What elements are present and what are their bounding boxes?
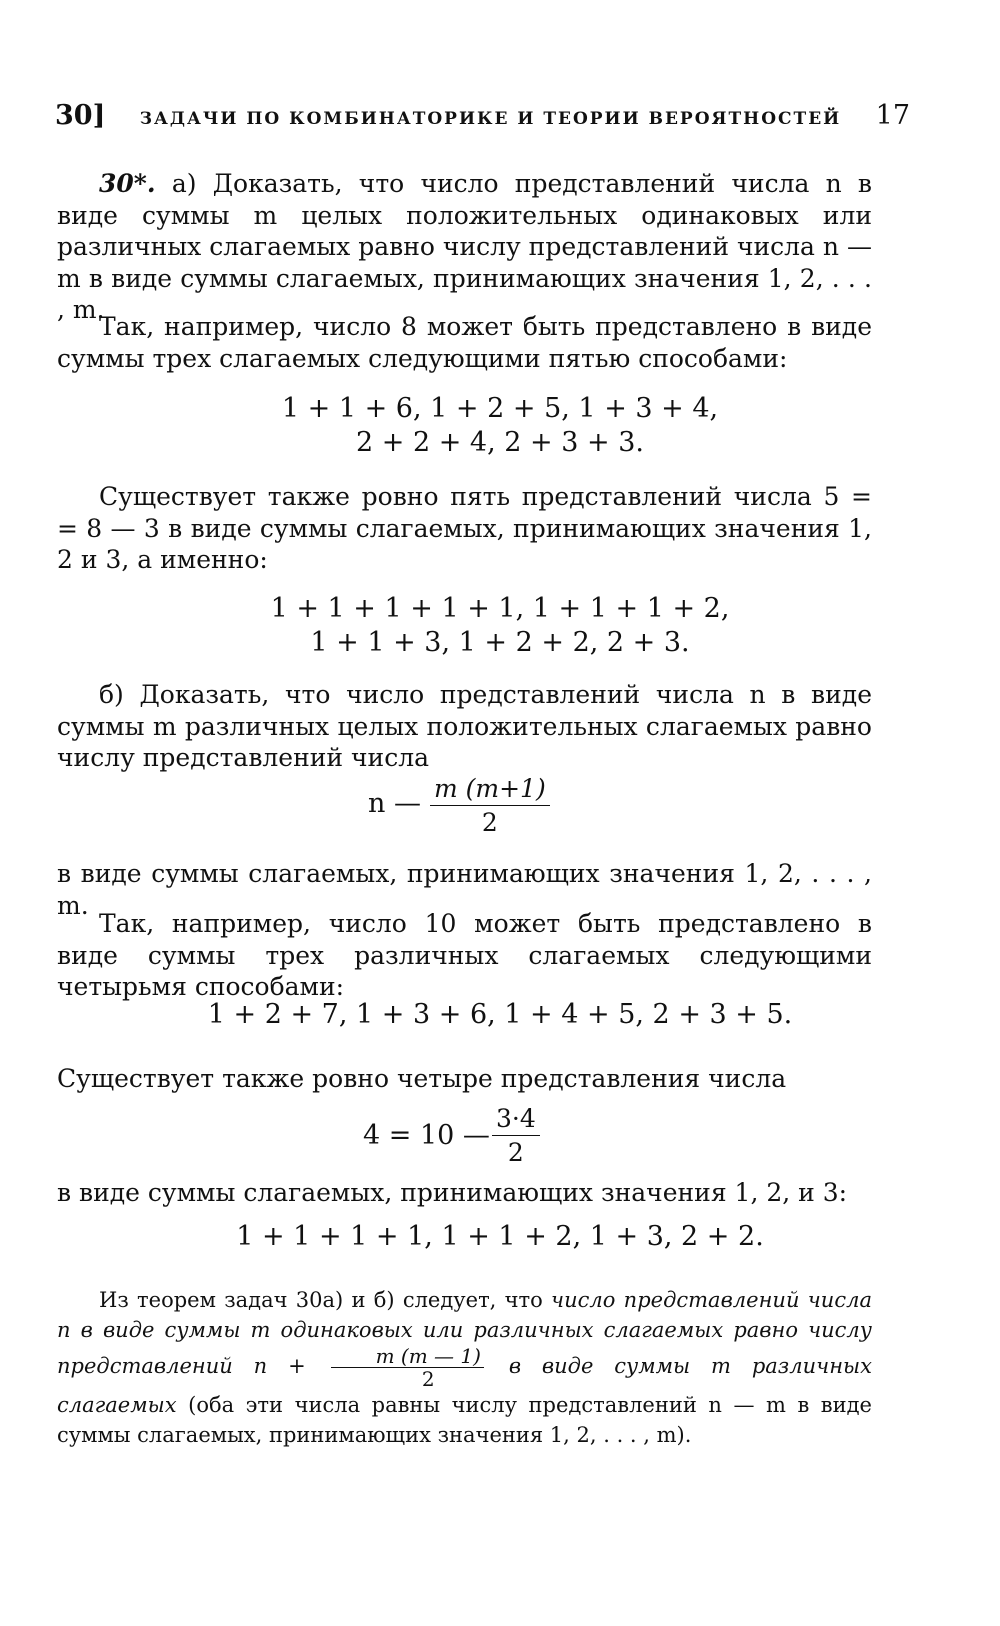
example-paragraph-1: Так, например, число 8 может быть представлено в виде суммы трех слагаемых следующими пятью способами:	[57, 312, 872, 373]
section-number: 30]	[55, 100, 106, 131]
running-title: ЗАДАЧИ ПО КОМБИНАТОРИКЕ И ТЕОРИИ ВЕРОЯТНОСТЕЙ	[139, 109, 842, 129]
example-paragraph-2: Существует также ровно пять представлений числа 5 = = 8 — 3 в виде суммы слагаемых, принимающих значения 1, 2 и 3, а именно:	[57, 482, 872, 574]
example-paragraph-3: Так, например, число 10 может быть представлено в виде суммы трех различных слагаемых следующими четырьмя способами:	[57, 909, 872, 1001]
fraction-denominator: 2	[481, 808, 498, 837]
conclusion-end: (оба эти числа равны числу представлений n — m в виде суммы слагаемых, принимающих значения 1, 2, . . . , m).	[57, 1393, 872, 1447]
example-paragraph-4: Существует также ровно четыре представления числа	[57, 1064, 787, 1093]
equation-line: 2 + 2 + 4, 2 + 3 + 3.	[356, 427, 644, 458]
fraction	[492, 1104, 540, 1167]
page-number: 17	[875, 100, 910, 131]
equation-line: 1 + 1 + 3, 1 + 2 + 2, 2 + 3.	[310, 627, 690, 658]
inline-fraction-denominator: 2	[421, 1367, 435, 1391]
formula-lhs: 4 = 10 —	[363, 1120, 490, 1151]
fraction-numerator: 3·4	[492, 1104, 540, 1136]
equation-line: 1 + 1 + 1 + 1 + 1, 1 + 1 + 1 + 2,	[270, 593, 730, 624]
inline-fraction	[331, 1345, 484, 1390]
problem-30b: б) Доказать, что число представлений числа n в виде суммы m различных целых положительных слагаемых равно числу представлений числа	[57, 680, 872, 772]
paragraph-continuation: в виде суммы слагаемых, принимающих значения 1, 2, и 3:	[57, 1178, 848, 1207]
conclusion-italic-1: число представлений числа n в виде суммы m одинаковых или различных слагаемых равно числу представлений n +	[57, 1288, 872, 1378]
fraction	[430, 774, 550, 837]
problem-label: 30*.	[99, 169, 156, 198]
conclusion-paragraph	[57, 1285, 872, 1450]
inline-fraction-numerator: m (m — 1)	[331, 1345, 484, 1368]
conclusion-start: Из теорем задач 30а) и б) следует, что	[99, 1288, 543, 1312]
formula-lhs: n —	[368, 788, 421, 819]
equation-line: 1 + 1 + 1 + 1, 1 + 1 + 2, 1 + 3, 2 + 2.	[236, 1221, 764, 1252]
running-header	[55, 100, 910, 131]
conclusion-italic-2: в виде суммы m различных слагаемых	[57, 1354, 872, 1417]
fraction-numerator: m (m+1)	[430, 774, 550, 806]
paragraph-continuation: в виде суммы слагаемых, принимающих значения 1, 2, . . . , m.	[57, 859, 872, 920]
equation-line: 1 + 1 + 6, 1 + 2 + 5, 1 + 3 + 4,	[281, 393, 719, 424]
problem-30a-text: а) Доказать, что число представлений числа n в виде суммы m целых положительных одинаковых или различных слагаемых равно числу представлений числа n — m в виде суммы слагаемых, принимающих значения 1, 2, . . . , m.	[57, 169, 873, 324]
fraction-denominator: 2	[507, 1138, 524, 1167]
problem-30a	[57, 168, 872, 326]
equation-line: 1 + 2 + 7, 1 + 3 + 6, 1 + 4 + 5, 2 + 3 + 5.	[207, 999, 793, 1030]
